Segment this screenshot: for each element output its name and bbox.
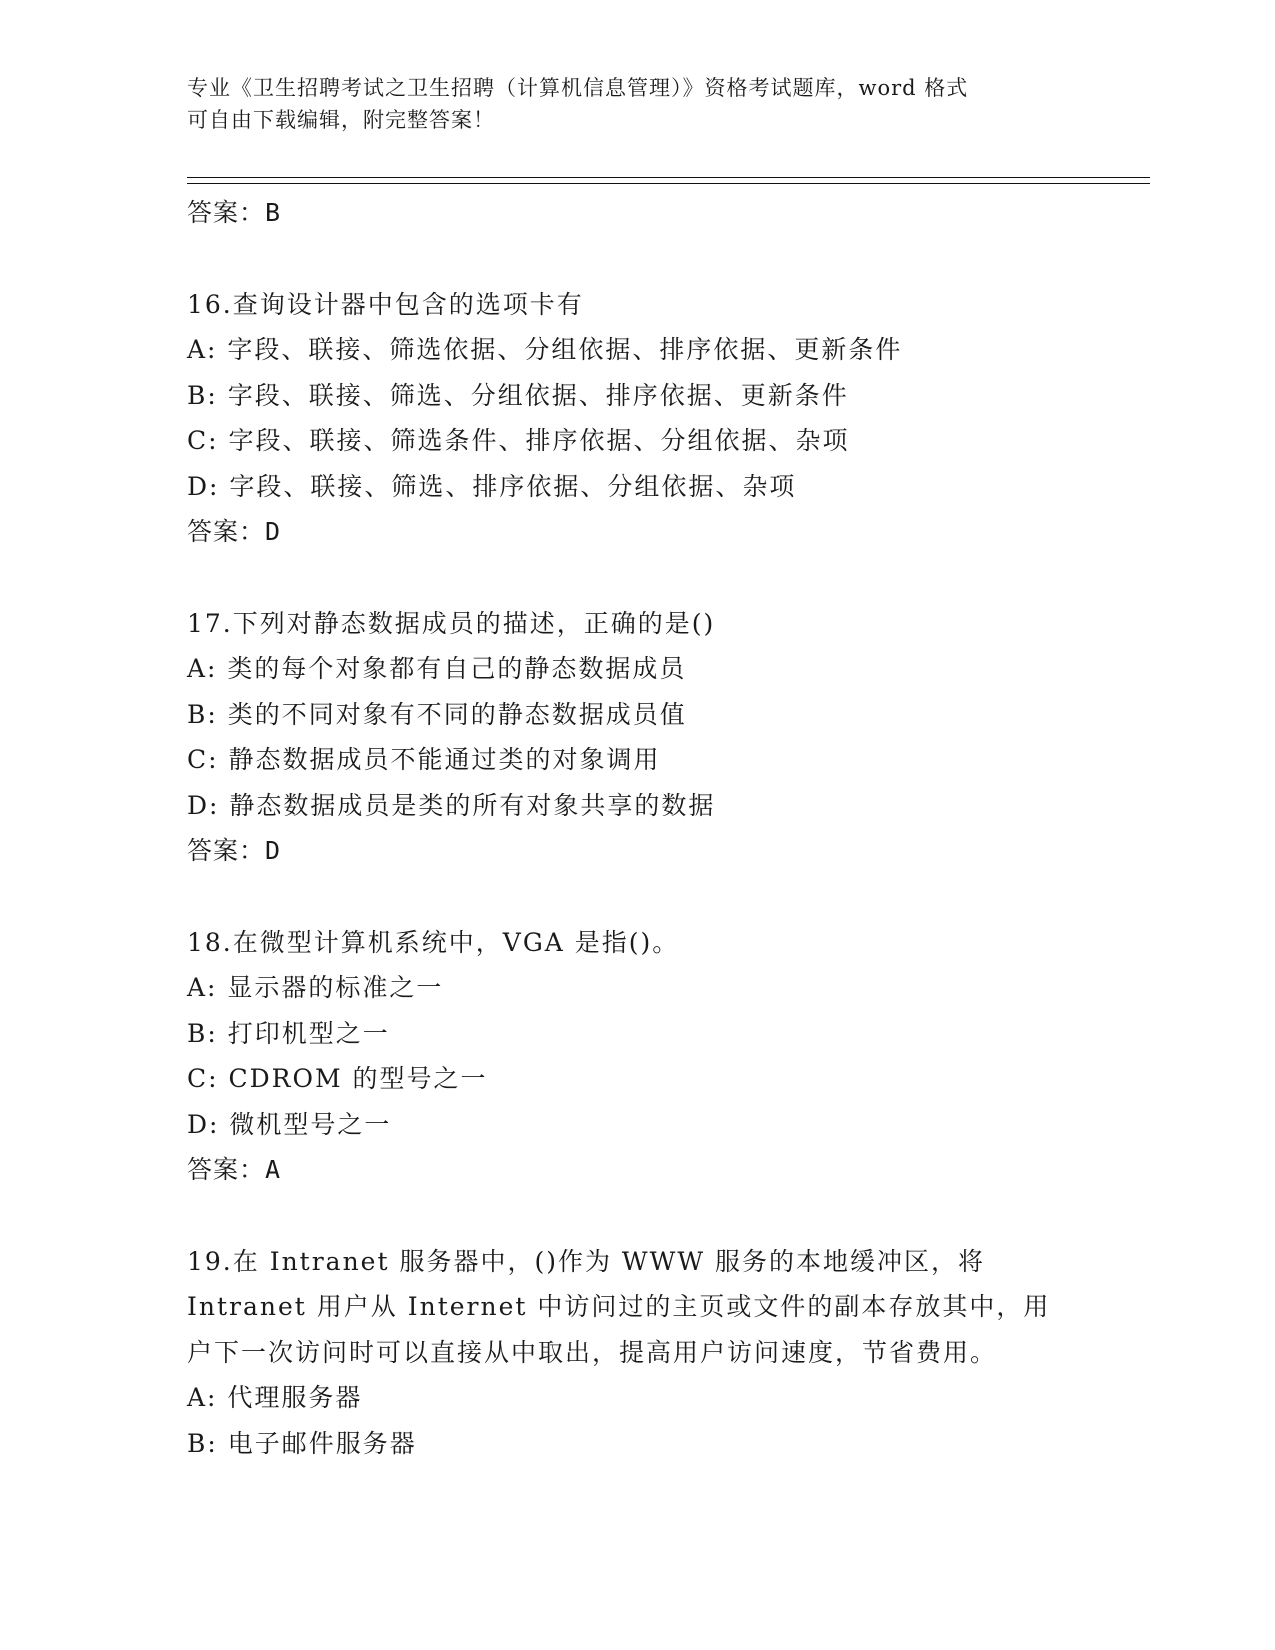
question-stem: 16.查询设计器中包含的选项卡有 bbox=[187, 289, 584, 319]
question-list bbox=[187, 190, 1087, 1466]
option-a: A: 显示器的标准之一 bbox=[187, 973, 444, 1002]
answer-value: B bbox=[265, 198, 282, 227]
option-d: D: 字段、联接、筛选、排序依据、分组依据、杂项 bbox=[187, 471, 797, 501]
question-stem: 18.在微型计算机系统中，VGA 是指()。 bbox=[187, 927, 680, 957]
option-c: C: 静态数据成员不能通过类的对象调用 bbox=[187, 745, 661, 774]
question-stem-line-2: Intranet 用户从 Internet 中访问过的主页或文件的副本存放其中，用 bbox=[187, 1292, 1051, 1321]
question-16 bbox=[187, 282, 1087, 555]
answer-line bbox=[187, 190, 1087, 236]
answer-line bbox=[187, 1147, 1087, 1193]
question-17 bbox=[187, 601, 1087, 874]
answer-line bbox=[187, 828, 1087, 874]
question-stem: 17.下列对静态数据成员的描述，正确的是() bbox=[187, 608, 716, 638]
question-19 bbox=[187, 1239, 1087, 1467]
answer-label: 答案： bbox=[187, 1155, 266, 1184]
document-header bbox=[187, 72, 1087, 136]
question-stem-line-3: 户下一次访问时可以直接从中取出，提高用户访问速度，节省费用。 bbox=[187, 1337, 998, 1367]
answer-label: 答案： bbox=[187, 836, 266, 865]
question-18 bbox=[187, 920, 1087, 1193]
option-b: B: 打印机型之一 bbox=[187, 1018, 390, 1048]
header-line-1: 专业《卫生招聘考试之卫生招聘（计算机信息管理）》资格考试题库，word 格式 bbox=[187, 76, 969, 100]
option-b: B: 类的不同对象有不同的静态数据成员值 bbox=[187, 699, 687, 729]
answer-line bbox=[187, 509, 1087, 555]
header-line-2: 可自由下载编辑，附完整答案！ bbox=[187, 108, 495, 132]
option-a: A: 代理服务器 bbox=[187, 1383, 363, 1412]
option-d: D: 静态数据成员是类的所有对象共享的数据 bbox=[187, 790, 716, 820]
option-a: A: 字段、联接、筛选依据、分组依据、排序依据、更新条件 bbox=[187, 335, 903, 364]
answer-label: 答案： bbox=[187, 198, 266, 227]
answer-value: D bbox=[265, 836, 282, 865]
option-c: C: 字段、联接、筛选条件、排序依据、分组依据、杂项 bbox=[187, 426, 850, 455]
option-b: B: 电子邮件服务器 bbox=[187, 1428, 417, 1458]
answer-value: A bbox=[265, 1155, 282, 1184]
question-stem-line-1: 19.在 Intranet 服务器中，()作为 WWW 服务的本地缓冲区，将 bbox=[187, 1246, 985, 1276]
header-divider bbox=[187, 177, 1150, 184]
option-b: B: 字段、联接、筛选、分组依据、排序依据、更新条件 bbox=[187, 380, 849, 410]
option-c: C: CDROM 的型号之一 bbox=[187, 1064, 488, 1093]
answer-label: 答案： bbox=[187, 517, 266, 546]
option-d: D: 微机型号之一 bbox=[187, 1109, 392, 1139]
option-a: A: 类的每个对象都有自己的静态数据成员 bbox=[187, 654, 687, 683]
answer-value: D bbox=[265, 517, 282, 546]
